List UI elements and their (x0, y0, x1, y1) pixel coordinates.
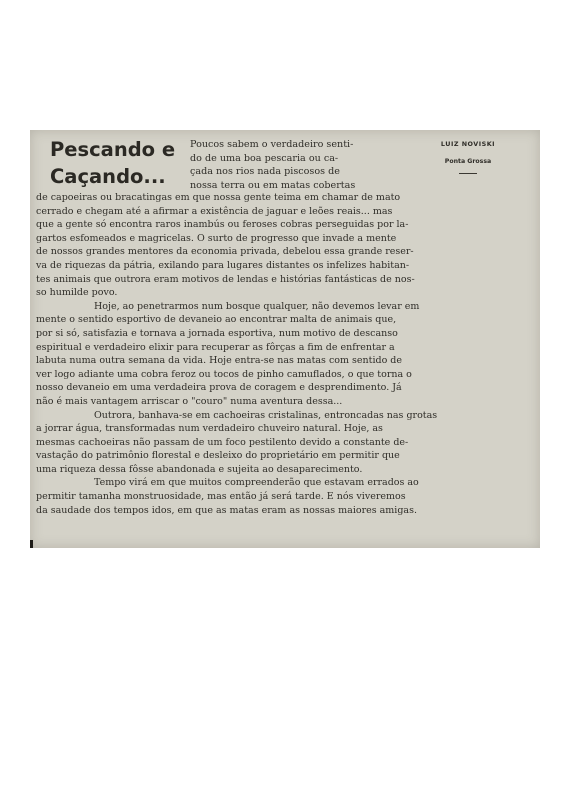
text-line: do de uma boa pescaria ou ca- (190, 152, 339, 164)
byline (418, 140, 518, 174)
text-line: permitir tamanha monstruosidade, mas então já será tarde. E nós viveremos (36, 491, 406, 503)
text-line: so humilde povo. (36, 287, 118, 299)
text-line: va de riquezas da pátria, exilando para lugares distantes os infelizes habitan- (36, 259, 410, 271)
text-line: Hoje, ao penetrarmos num bosque qualquer, não devemos levar em (94, 300, 420, 312)
text-line: nosso devaneio em uma verdadeira prova de coragem e desprendimento. Já (36, 382, 402, 394)
newspaper-clipping (30, 130, 540, 548)
text-line: de nossos grandes mentores da economia privada, debelou essa grande reser- (36, 246, 414, 258)
article-title (50, 136, 175, 190)
text-line: Tempo virá em que muitos compreenderão que estavam errados ao (94, 477, 419, 489)
clipping-edge-mark (30, 540, 33, 548)
byline-divider (459, 173, 477, 174)
text-line: de capoeiras ou bracatingas em que nossa gente teima em chamar de mato (36, 192, 401, 203)
text-line: tes animais que outrora eram motivos de lendas e histórias fantásticas de nos- (36, 273, 415, 285)
text-line: mente o sentido esportivo de devaneio ao encontrar malta de animais que, (36, 314, 397, 326)
text-line: vastação do patrimônio florestal e desleixo do proprietário em permitir que (36, 450, 400, 462)
text-line: não é mais vantagem arriscar o "couro" numa aventura dessa... (36, 395, 343, 407)
text-line: uma riqueza dessa fôsse abandonada e sujeita ao desaparecimento. (36, 463, 363, 475)
author-place: Ponta Grossa (444, 158, 492, 165)
text-line: labuta numa outra semana da vida. Hoje entra-se nas matas com sentido de (36, 355, 403, 367)
text-line: a jorrar água, transformadas num verdadeiro chuveiro natural. Hoje, as (36, 423, 383, 435)
text-line: Outrora, banhava-se em cachoeiras cristalinas, entroncadas nas grotas (94, 409, 438, 421)
article-body (36, 191, 534, 517)
article-intro (190, 138, 415, 192)
title-line: Caçando... (50, 165, 166, 188)
text-line: nossa terra ou em matas cobertas (190, 179, 356, 191)
text-line: Poucos sabem o verdadeiro senti- (190, 139, 354, 150)
text-line: por si só, satisfazia e tornava a jornada esportiva, num motivo de descanso (36, 327, 398, 339)
text-line: çada nos rios nada piscosos de (190, 166, 340, 178)
title-line: Pescando e (50, 138, 176, 161)
text-line: da saudade dos tempos idos, em que as matas eram as nossas maiores amigas. (36, 504, 417, 516)
text-line: que a gente só encontra raros inambús ou feroses cobras perseguidas por la- (36, 219, 409, 231)
text-line: mesmas cachoeiras não passam de um foco pestilento devido a constante de- (36, 436, 409, 448)
text-line: gartos esfomeados e magricelas. O surto de progresso que invade a mente (36, 232, 397, 244)
author-name: LUIZ NOVISKI (440, 140, 496, 148)
text-line: ver logo adiante uma cobra feroz ou tocos de pinho camuflados, o que torna o (36, 368, 412, 380)
text-line: espiritual e verdadeiro elixir para recuperar as fôrças a fim de enfrentar a (36, 341, 395, 353)
text-line: cerrado e chegam até a afirmar a existência de jaguar e leões reais... mas (36, 205, 393, 217)
